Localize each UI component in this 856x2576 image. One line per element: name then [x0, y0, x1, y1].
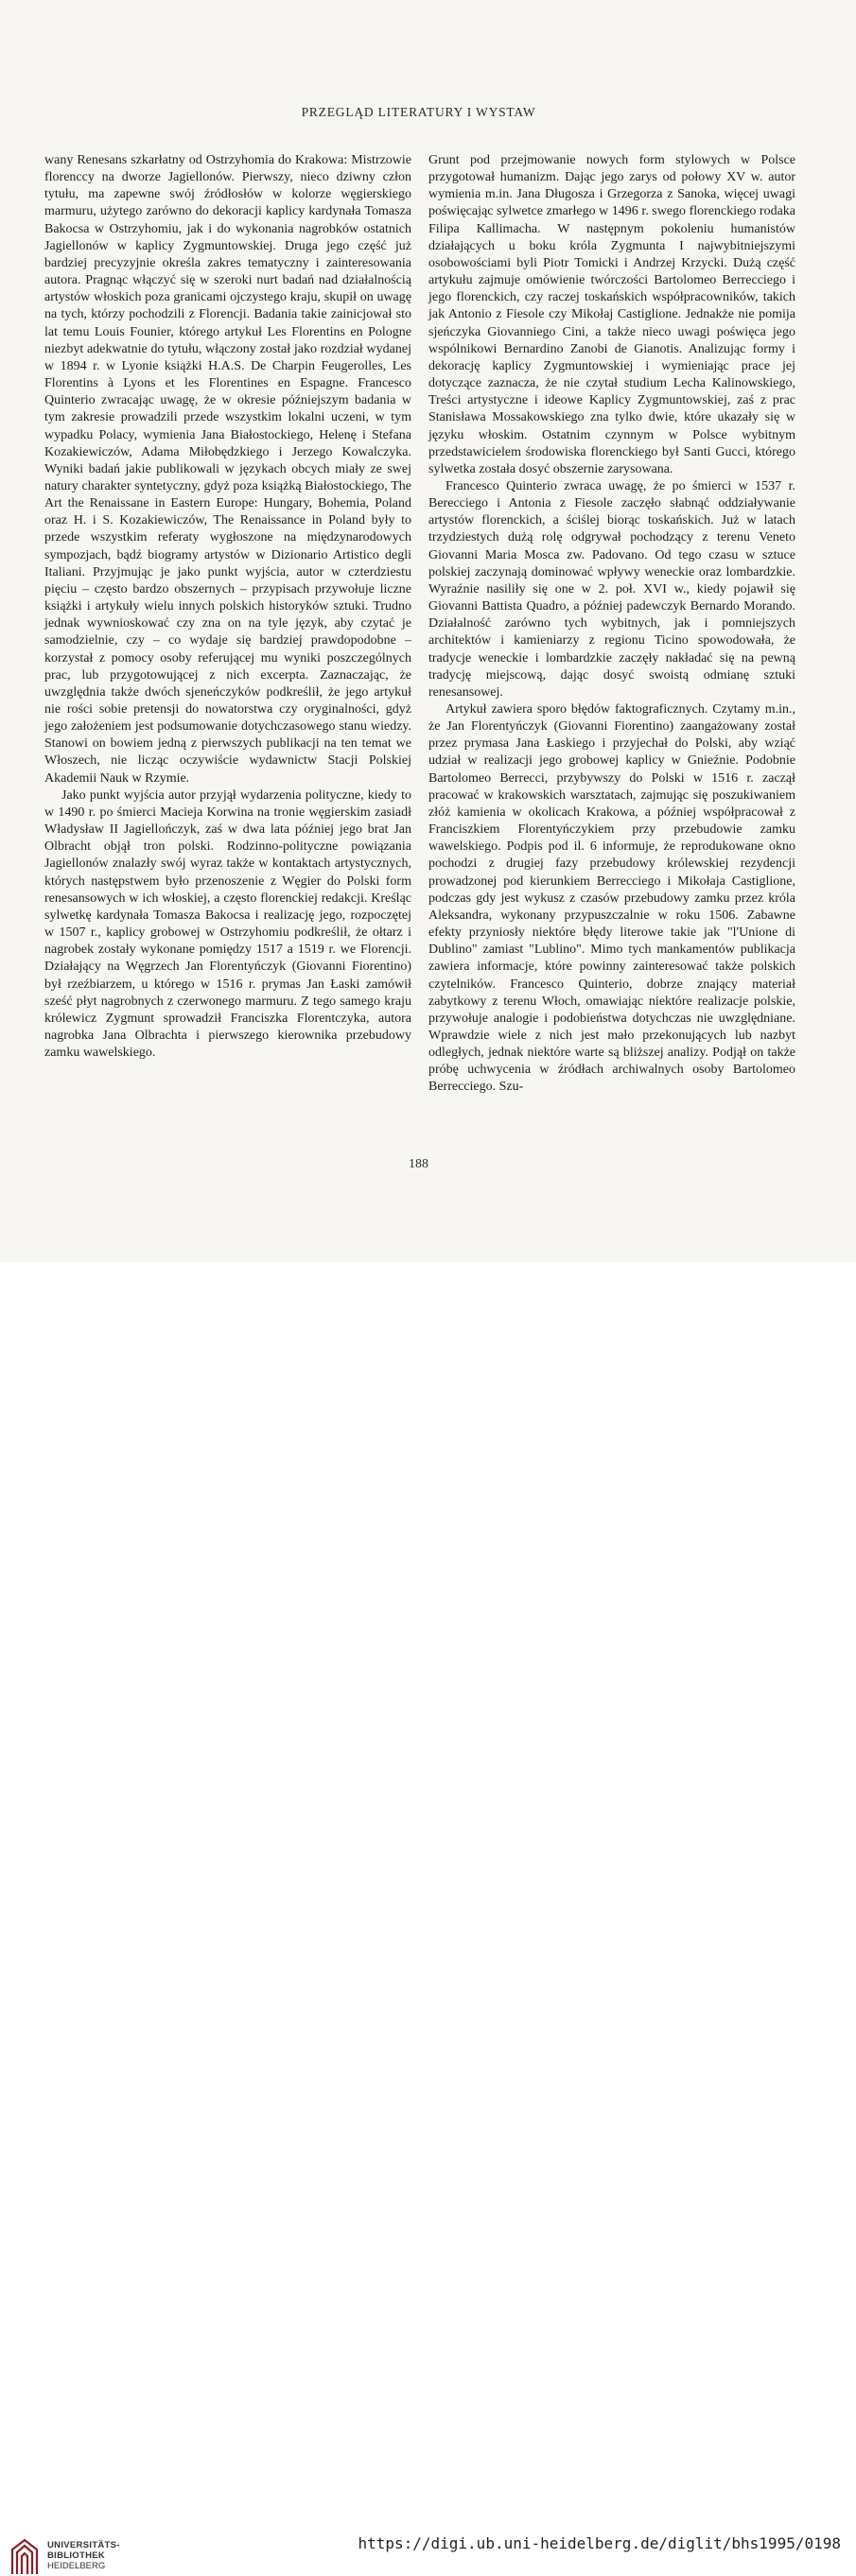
scanned-page	[0, 0, 856, 1262]
paragraph: wany Renesans szkarłatny od Ostrzyhomia do Krakowa: Mistrzowie florenccy na dworze Jagiellonów. Pierwszy, nieco dziwny człon tytułu, ma zapewne swój źródłosłów w kolorze węgierskiego marmuru, użytego zarówno do dekoracji kaplicy kardynała Tomasza Bakocsa w Ostrzyhomiu, jak i do wykonania nagrobków ostatnich Jagiellonów w kaplicy Zygmuntowskiej. Druga jego część już bardziej precyzyjnie określa zakres tematyczny i zainteresowania autora. Pragnąc włączyć się w szeroki nurt badań nad działalnością artystów włoskich poza granicami ojczystego kraju, skupił on uwagę na tych, którzy pochodzili z Florencji. Badania takie zainicjował sto lat temu Louis Founier, którego artykuł Les Florentins en Pologne niezbyt adekwatnie do tytułu, włączony został jako rozdział wydanej w 1894 r. w Lyonie książki H.A.S. De Charpin Feugerolles, Les Florentins à Lyons et les Florentines en Espagne. Francesco Quinterio zwracając uwagę, że w okresie późniejszym badania w tym zakresie prowadzili przede wszystkim lokalni uczeni, w tym wypadku Polacy, wymienia Jana Białostockiego, Helenę i Stefana Kozakiewiczów, Adama Miłobędzkiego i Jerzego Kowalczyka. Wyniki badań jakie publikowali w językach obcych miały ze swej natury charakter syntetyczny, gdyż poza książką Białostockiego, The Art the Renaissane in Eastern Europe: Hungary, Bohemia, Poland oraz H. i S. Kozakiewiczów, The Renaissance in Poland były to przede wszystkim referaty wygłoszone na międzynarodowych sympozjach, bądź biogramy artystów w Dizionario Artistico degli Italiani. Przyjmując je jako punkt wyjścia, autor w czterdziestu pięciu – często bardzo obszernych – przypisach przywołuje liczne książki i artykuły wielu innych polskich historyków sztuki. Trudno jednak wywnioskować czy zna on na tyle język, aby czytać je samodzielnie, czy – co wydaje się bardziej prawdopodobne – korzystał z pomocy osoby referującej mu wyniki poszczególnych prac, lub przygotowującej z nich excerpta. Zaznaczając, że uwzględnia także dwóch sjeneńczyków podkreślił, że jego artykuł nie rości sobie pretensji do nowatorstwa czy oryginalności, gdyż jego założeniem jest podsumowanie dotychczasowego stanu wiedzy. Stanowi on bowiem jedną z pierwszych publikacji na ten temat we Włoszech, nie licząc oczywiście wydawnictw Stacji Polskiej Akademii Nauk w Rzymie.	[44, 153, 411, 786]
library-name-line: HEIDELBERG	[47, 2561, 106, 2571]
library-name-line: UNIVERSITÄTS-	[47, 2540, 120, 2550]
library-logo-icon[interactable]	[9, 2536, 41, 2576]
paragraph: Jako punkt wyjścia autor przyjął wydarzenia polityczne, kiedy to w 1490 r. po śmierci Macieja Korwina na tronie węgierskim zasiadł Władysław II Jagiellończyk, zaś w dwa lata później jego brat Jan Olbracht objął tron polski. Rodzinno-polityczne powiązania Jagiellonów znalazły swój wyraz także w kontaktach artystycznych, których następstwem było przenoszenie z Węgier do Polski form renesansowych w ich włoskiej, a często florenckiej redakcji. Kreśląc sylwetkę kardynała Tomasza Bakocsa i realizację jego, rozpoczętej w 1507 r., kaplicy grobowej w Ostrzyhomiu podkreślił, że ołtarz i nagrobek zostały wykonane pomiędzy 1517 a 1519 r. we Florencji. Działający na Węgrzech Jan Florentyńczyk (Giovanni Fiorentino) był rzeźbiarzem, u którego w 1516 r. prymas Jan Łaski zamówił sześć płyt nagrobnych z czerwonego marmuru. Z tego samego kraju królewicz Zygmunt sprowadził Franciszka Florentczyka, autora nagrobka Jana Olbrachta i pierwszego kierownika przebudowy zamku wawelskiego.	[44, 787, 411, 1061]
permalink-url[interactable]: https://digi.ub.uni-heidelberg.de/diglit/bhs1995/0198	[358, 2534, 841, 2552]
paragraph: Francesco Quinterio zwraca uwagę, że po śmierci w 1537 r. Berecciego i Antonia z Fiesole zaczęło słabnąć oddziaływanie artystów florenckich, a ściślej biorąc toskańskich. Już w latach trzydziestych dużą rolę odgrywał pochodzący z terenu Veneto Giovanni Maria Mosca zw. Padovano. Od tego czasu w sztuce polskiej zaczynają dominować wpływy weneckie oraz lombardzkie. Wyraźnie nasiliły się one w 2. poł. XVI w., kiedy pojawił się Giovanni Battista Quadro, a później padewczyk Bernardo Morando. Działalność zarówno tych wybitnych, jak i pomniejszych architektów i kamieniarzy z regionu Ticino spowodowała, że tradycje weneckie i lombardzkie zaczęły nakładać się na pewną tradycję miejscową, dając dosyć swoistą odmianę sztuki renesansowej.	[428, 478, 795, 700]
running-header: PRZEGLĄD LITERATURY I WYSTAW	[301, 105, 536, 119]
left-column	[44, 152, 411, 1062]
paragraph: Grunt pod przejmowanie nowych form stylowych w Polsce przygotował humanizm. Dając jego zarys od połowy XV w. autor wymienia m.in. Jana Długosza i Grzegorza z Sanoka, więcej uwagi poświęcając sylwetce zmarłego w 1496 r. swego florenckiego rodaka Filipa Kallimacha. W następnym pokoleniu humanistów działających u boku króla Zygmunta I najwybitniejszymi osobowościami byli Piotr Tomicki i Andrzej Krzycki. Dużą część artykułu zajmuje omówienie twórczości Bartolomeo Berrecciego i jego florenckich, czy raczej toskańskich współpracowników, takich jak Antonio z Fiesole czy Mikołaj Castiglione. Jednakże nie pomija sjeńczyka Giovanniego Cini, a także nieco uwagi poświęca jego wspólnikowi Bernardino Zanobi de Gianotis. Analizując formy i dekorację kaplicy Zygmuntowskiej i wymieniając prace jej dotyczące zaznacza, że nie czytał studium Lecha Kalinowskiego, Treści artystyczne i ideowe Kaplicy Zygmuntowskiej, zaś z prac Stanisława Mossakowskiego zna tylko dwie, które ukazały się w języku włoskim. Ostatnim czynnym w Polsce wybitnym przedstawicielem środowiska florenckiego był Santi Gucci, którego sylwetka została dosyć obszernie zarysowana.	[428, 153, 795, 476]
footer-bar	[0, 1262, 856, 2571]
right-column	[428, 152, 795, 1097]
library-name-line: BIBLIOTHEK	[47, 2550, 106, 2561]
page-number: 188	[409, 1157, 428, 1171]
library-name[interactable]	[47, 2540, 120, 2571]
paragraph: Artykuł zawiera sporo błędów faktograficznych. Czytamy m.in., że Jan Florentyńczyk (Giovanni Fiorentino) zaangażowany został przez prymasa Jana Łaskiego i przyjechał do Polski, aby wziąć udział w realizacji jego grobowej kaplicy w Gnieźnie. Podobnie Bartolomeo Berrecci, przybywszy do Polski w 1516 r. zaczął pracować w krakowskich warsztatach, zajmując się poszukiwaniem złóż kamienia w okolicach Krakowa, a później współpracował z Franciszkiem Florentyńczykiem przy przebudowie zamku wawelskiego. Podpis pod il. 6 informuje, że reprodukowane okno pochodzi z drugiej fazy przebudowy królewskiej rezydencji prowadzonej pod kierunkiem Berrecciego i Mikołaja Castiglione, podczas gdy jest wykusz z czasów przebudowy zamku przez króla Aleksandra, wykonany przypuszczalnie w roku 1506. Zabawne efekty przyniosły niektóre błędy literowe takie jak "l'Unione di Dublino" zamiast "Lublino". Mimo tych mankamentów publikacja zawiera informacje, które powinny zainteresować także polskich czytelników. Francesco Quinterio, dobrze znający materiał zabytkowy z terenu Włoch, omawiając niektóre realizacje polskie, przywołuje analogie i podobieństwa dotychczas nie uwzględniane. Wprawdzie wiele z nich jest mało przekonujących lub nazbyt odległych, jednak niektóre warte są bliższej analizy. Podjął on także próbę uchwycenia w źródłach archiwalnych osoby Bartolomeo Berrecciego. Szu-	[428, 702, 795, 1095]
